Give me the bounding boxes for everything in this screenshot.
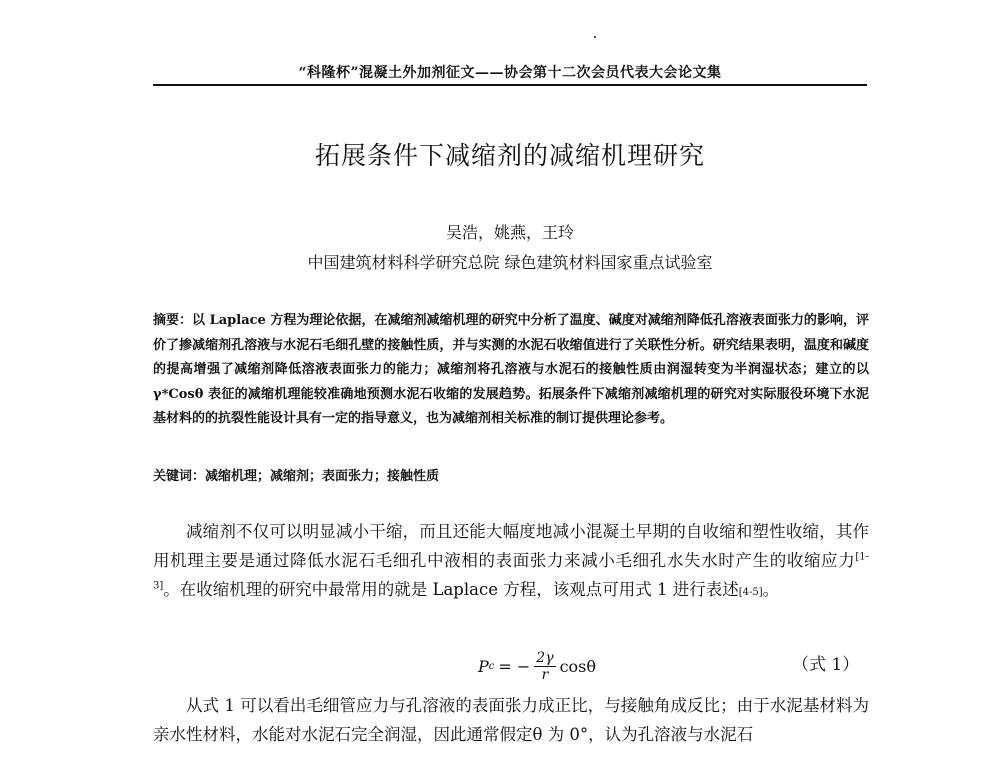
paper-title: 拓展条件下减缩剂的减缩机理研究: [314, 141, 705, 170]
equation-lhs: P: [478, 657, 489, 676]
header-rule: [153, 84, 867, 86]
para1-text-a: 减缩剂不仅可以明显减小干缩，而且还能大幅度地减小混凝土早期的自收缩和塑性收缩，其作用机理主要是通过降低水泥石毛细孔中液相的表面张力来减小毛细孔水失水时产生的收缩应力: [153, 522, 869, 570]
abstract: 摘要：以 Laplace 方程为理论依据，在减缩剂减缩机理的研究中分析了温度、碱度对减缩剂降低孔溶液表面张力的影响，评价了掺减缩剂孔溶液与水泥石毛细孔壁的接触性质，并与实测的水泥石收缩值进行了关联性分析。研究结果表明，温度和碱度的提高增强了减缩剂降低溶液表面张力的能力；减缩剂将孔溶液与水泥石的接触性质由润湿转变为半润湿状态；建立的以 γ*Cosθ 表征的减缩机理能较准确地预测水泥石收缩的发展趋势。拓展条件下减缩剂减缩机理的研究对实际服役环境下水泥基材料的的抗裂性能设计具有一定的指导意义，也为减缩剂相关标准的制订提供理论参考。: [153, 313, 869, 426]
equation-label: （式 1）: [792, 655, 860, 675]
para1-text-c: 。: [762, 580, 780, 599]
equation-rhs: cosθ: [559, 657, 596, 676]
authors: 吴浩，姚燕，王玲: [445, 223, 574, 242]
citation-1-3: [1-3]: [153, 551, 869, 592]
equation-numerator: 2γ: [536, 650, 554, 666]
citation-4-5: [4-5]: [738, 587, 763, 598]
equation-fraction: [534, 650, 555, 683]
scan-speck: [594, 36, 596, 38]
equation-1: [478, 650, 596, 683]
body-paragraph-2: 从式 1 可以看出毛细管应力与孔溶液的表面张力成正比，与接触角成反比；由于水泥基材料为亲水性材料，水能对水泥石完全润湿，因此通常假定θ 为 0°，认为孔溶液与水泥石: [153, 696, 869, 744]
body-paragraph-1: [153, 517, 869, 607]
keywords: 关键词：减缩机理；减缩剂；表面张力；接触性质: [153, 469, 440, 484]
running-head: “科隆杯”混凝土外加剂征文——协会第十二次会员代表大会论文集: [298, 65, 722, 81]
para1-text-b: 。在收缩机理的研究中最常用的就是 Laplace 方程，该观点可用式 1 进行表述: [163, 580, 739, 599]
equation-denominator: r: [541, 667, 549, 683]
affiliation: 中国建筑材料科学研究总院 绿色建筑材料国家重点试验室: [307, 253, 713, 272]
equation-equals: = −: [498, 657, 531, 676]
equation-lhs-sub: c: [488, 661, 495, 672]
